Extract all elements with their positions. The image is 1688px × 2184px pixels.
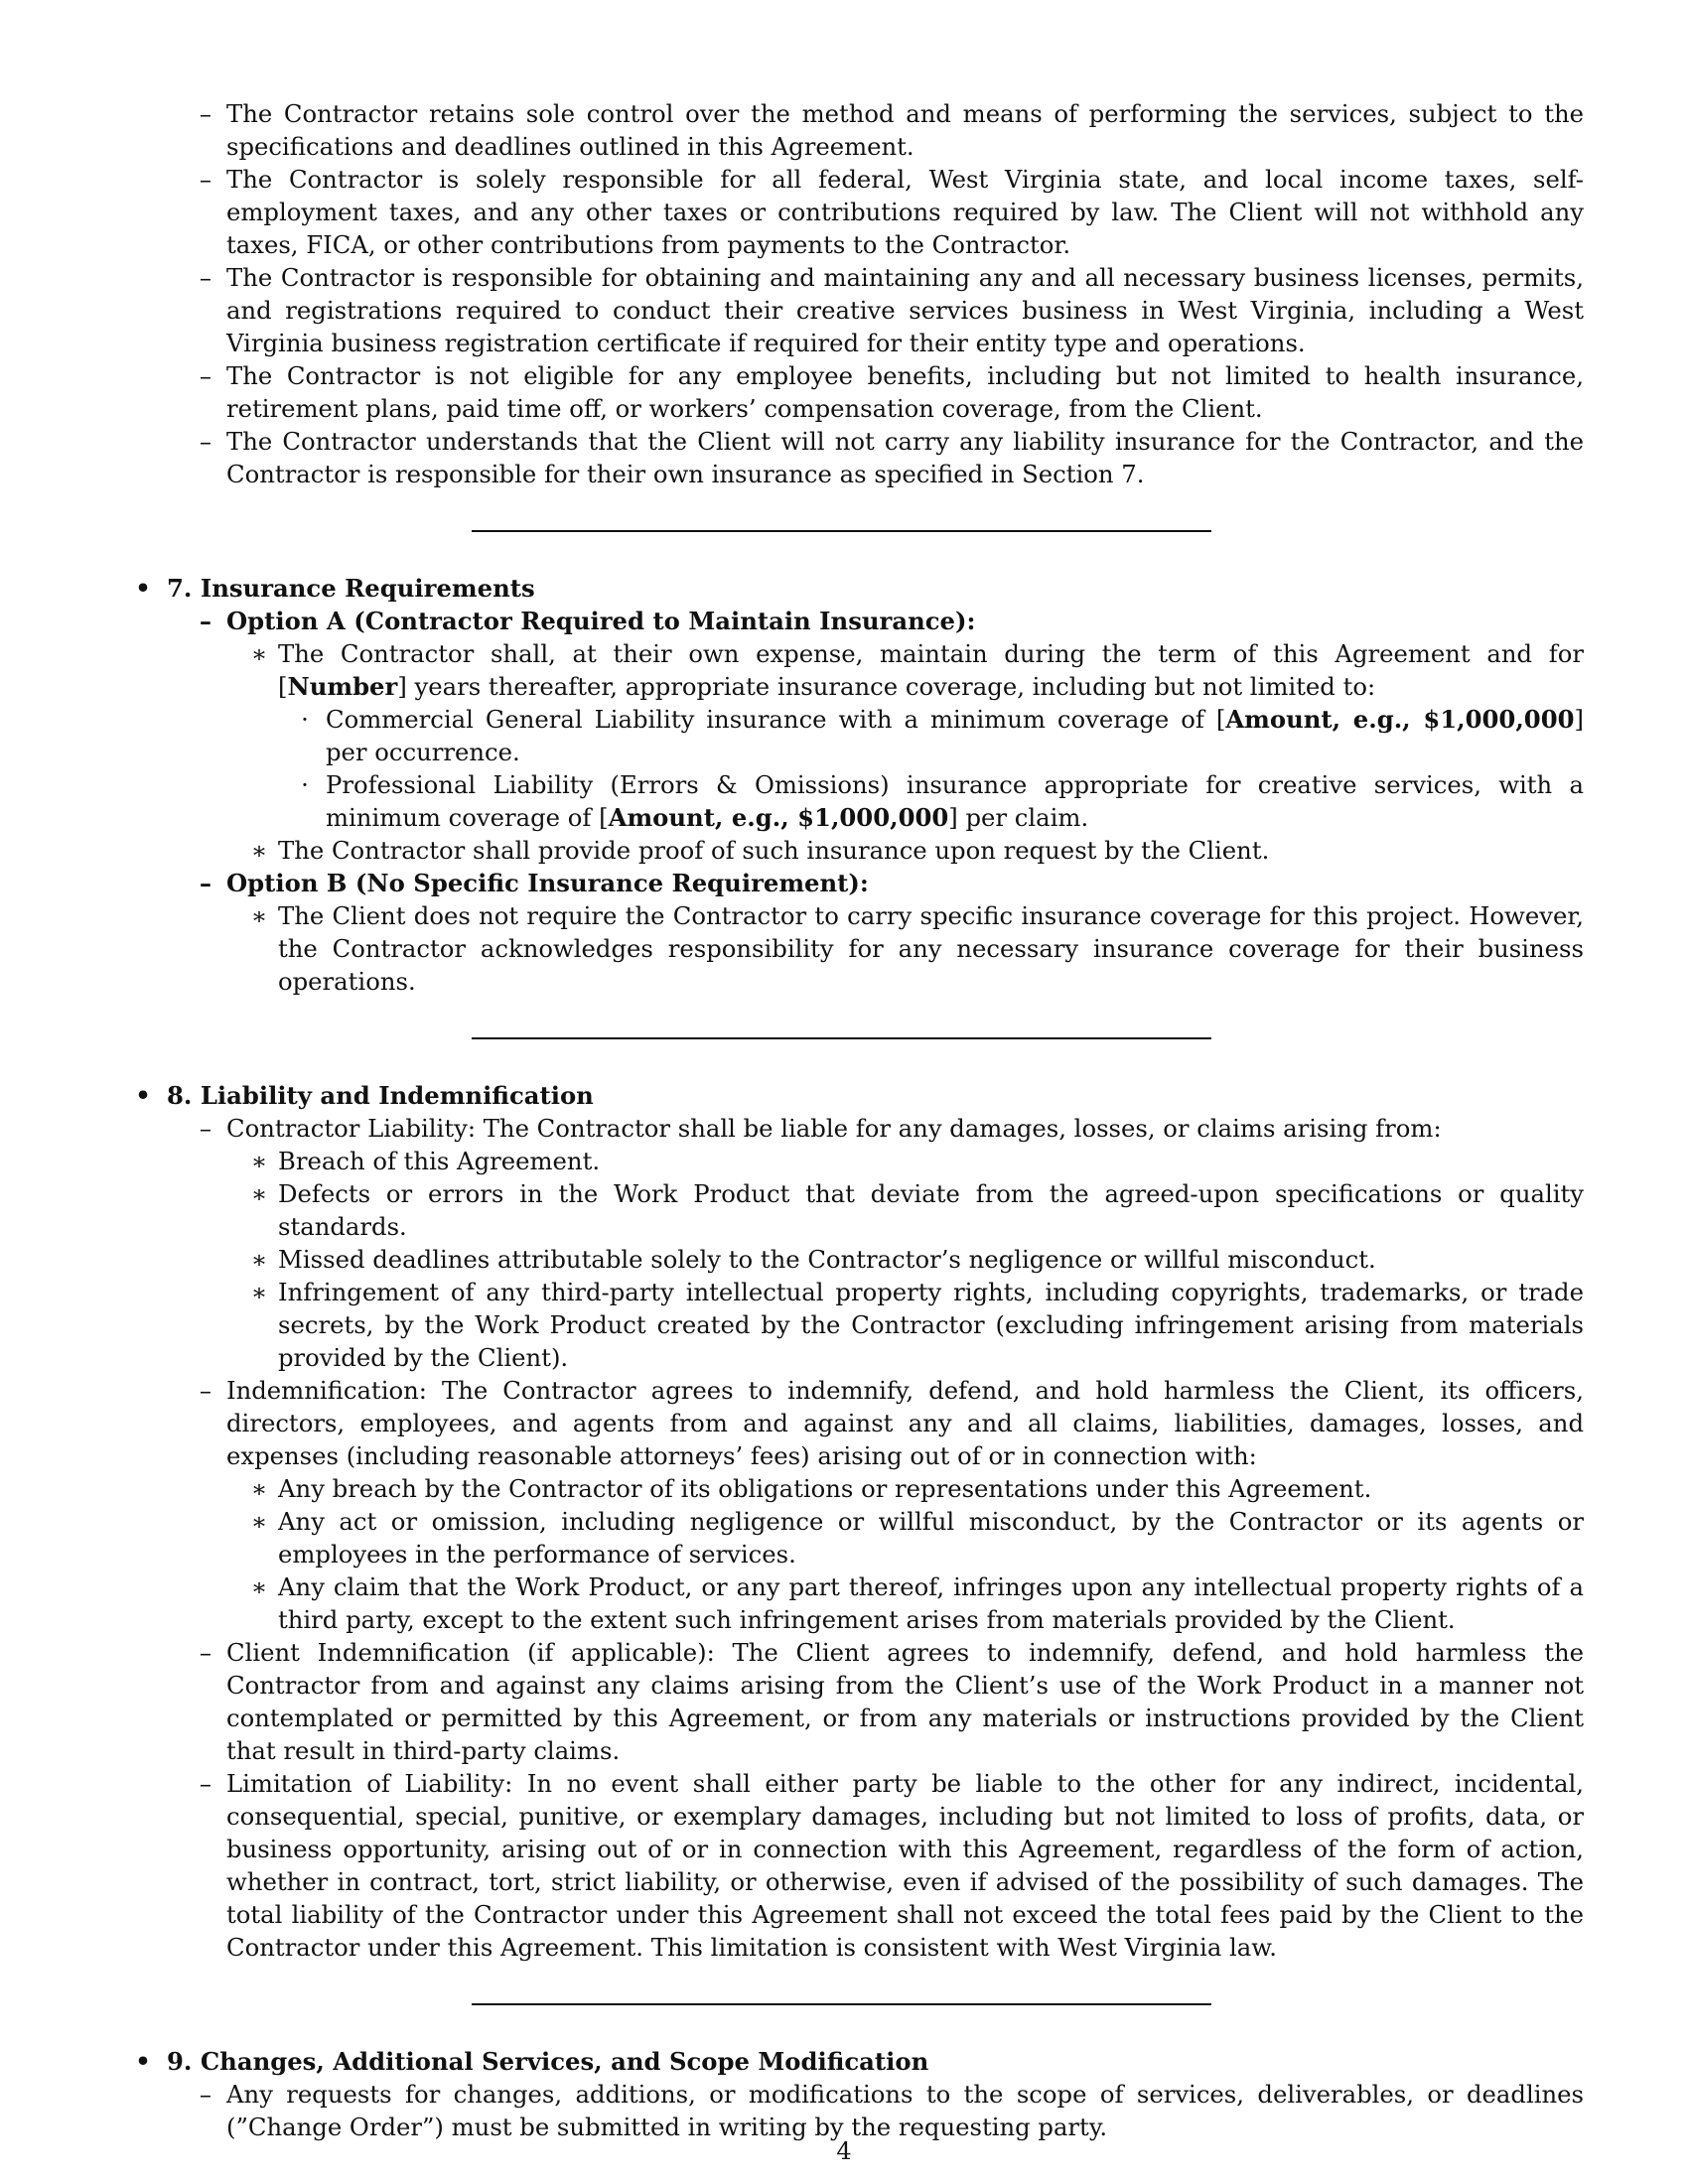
placeholder-amount: Amount, e.g., $1,000,000: [1225, 705, 1575, 734]
dash-marker: –: [199, 263, 212, 292]
list-item: [129, 425, 1584, 490]
bullet-marker: •: [135, 574, 151, 603]
list-item: [129, 1472, 1584, 1505]
dash-marker: –: [199, 1376, 212, 1405]
list-item-text: The Contractor is not eligible for any employee benefits, including but not limited to health insurance, retirement plans, paid time off, or workers’ compensation coverage, from the Client.: [226, 361, 1584, 423]
bullet-marker: •: [135, 1081, 151, 1110]
star-marker: ∗: [250, 1507, 268, 1536]
list-item: [129, 1570, 1584, 1636]
list-item-text: Any breach by the Contractor of its obligations or representations under this Agreement.: [278, 1474, 1372, 1503]
section-title: 8. Liability and Indemnification: [167, 1081, 594, 1110]
text-pre: Commercial General Liability insurance with a minimum coverage of [: [326, 705, 1226, 734]
list-item: [129, 899, 1584, 998]
list-item: [129, 1636, 1584, 1767]
star-marker: ∗: [250, 1179, 268, 1208]
star-marker: ∗: [250, 1245, 268, 1274]
placeholder-amount: Amount, e.g., $1,000,000: [608, 803, 949, 832]
list-item: [129, 97, 1584, 163]
dash-marker: –: [199, 361, 212, 390]
dot-marker: ·: [301, 705, 309, 734]
list-item-text: Any claim that the Work Product, or any part thereof, infringes upon any intellectual property rights of a third party, except to the extent such infringement arises from materials provided by the Client.: [278, 1572, 1584, 1634]
bullet-marker: •: [135, 2047, 151, 2076]
document-body: [129, 97, 1584, 2143]
list-item-text: Any requests for changes, additions, or modifications to the scope of services, deliverables, or deadlines (”Change Order”) must be submitted in writing by the requesting party.: [226, 2080, 1584, 2141]
list-item: [129, 1767, 1584, 1964]
list-item: [129, 1276, 1584, 1374]
dot-marker: ·: [301, 770, 309, 799]
list-item-text: The Contractor retains sole control over the method and means of performing the services, subject to the specifications and deadlines outlined in this Agreement.: [226, 99, 1584, 161]
list-item-text: Contractor Liability: The Contractor shall be liable for any damages, losses, or claims arising from:: [226, 1114, 1442, 1143]
star-marker: ∗: [250, 1572, 268, 1601]
section-7-heading: [129, 572, 1584, 605]
dash-marker: –: [199, 869, 212, 897]
list-item: [129, 1112, 1584, 1145]
dash-marker: –: [199, 1769, 212, 1798]
list-item-text: Client Indemnification (if applicable): The Client agrees to indemnify, defend, and hold harmless the Contractor from and against any claims arising from the Client’s use of the Work Product in a manner not contemplated or permitted by this Agreement, or from any materials or instructions provided by the Client that result in third-party claims.: [226, 1638, 1584, 1765]
list-item: [129, 1505, 1584, 1570]
section-divider: [472, 2003, 1211, 2005]
page-number: 4: [836, 2137, 852, 2165]
list-item: [129, 2078, 1584, 2143]
dash-marker: –: [199, 427, 212, 456]
list-item: [129, 703, 1584, 768]
dash-marker: –: [199, 165, 212, 194]
list-item-text: Breach of this Agreement.: [278, 1147, 601, 1175]
section-9-heading: [129, 2045, 1584, 2078]
dash-marker: –: [199, 2080, 212, 2109]
list-item-text: Indemnification: The Contractor agrees to indemnify, defend, and hold harmless the Client, its officers, directors, employees, and agents from and against any and all claims, liabilities, damages, losses, and expenses (including reasonable attorneys’ fees) arising out of or in connection with:: [226, 1376, 1584, 1470]
list-item: [129, 1374, 1584, 1472]
list-item: [129, 359, 1584, 425]
option-b-heading: [129, 867, 1584, 899]
dash-marker: –: [199, 1114, 212, 1143]
list-item-text: Limitation of Liability: In no event shall either party be liable to the other for any indirect, incidental, consequential, special, punitive, or exemplary damages, including but not limited to loss of profits, data, or business opportunity, arising out of or in connection with this Agreement, regardless of the form of action, whether in contract, tort, strict liability, or otherwise, even if advised of the possibility of such damages. The total liability of the Contractor under this Agreement shall not exceed the total fees paid by the Client to the Contractor under this Agreement. This limitation is consistent with West Virginia law.: [226, 1769, 1584, 1962]
list-item: [129, 1177, 1584, 1243]
section-divider: [472, 1037, 1211, 1039]
star-marker: ∗: [250, 639, 268, 668]
dash-marker: –: [199, 607, 212, 635]
section-8-heading: [129, 1079, 1584, 1112]
list-item-text: Infringement of any third-party intellectual property rights, including copyrights, trademarks, or trade secrets, by the Work Product created by the Contractor (excluding infringement arising from materials provided by the Client).: [278, 1278, 1584, 1372]
dash-marker: –: [199, 1638, 212, 1667]
list-item: [129, 768, 1584, 834]
list-item-text: Any act or omission, including negligence or willful misconduct, by the Contractor or its agents or employees in the performance of services.: [278, 1507, 1584, 1569]
text-post: ] per claim.: [948, 803, 1089, 832]
star-marker: ∗: [250, 836, 268, 865]
list-item-text: The Contractor shall provide proof of such insurance upon request by the Client.: [278, 836, 1270, 865]
list-item-text: Defects or errors in the Work Product that deviate from the agreed-upon specifications or quality standards.: [278, 1179, 1584, 1241]
list-item: [129, 163, 1584, 261]
text-pre: Professional Liability (Errors & Omissions) insurance appropriate for creative services, with a minimum coverage of [: [326, 770, 1584, 832]
list-item: [129, 637, 1584, 703]
star-marker: ∗: [250, 1474, 268, 1503]
text-post: ] years thereafter, appropriate insurance coverage, including but not limited to:: [397, 672, 1376, 701]
section-title: 7. Insurance Requirements: [167, 574, 535, 603]
option-a-heading: [129, 605, 1584, 637]
section-title: 9. Changes, Additional Services, and Scope Modification: [167, 2047, 929, 2076]
text-post: ] per occurrence.: [326, 705, 1584, 766]
star-marker: ∗: [250, 1147, 268, 1175]
list-item-text: The Contractor is responsible for obtaining and maintaining any and all necessary business licenses, permits, and registrations required to conduct their creative services business in West Virginia, including a West Virginia business registration certificate if required for their entity type and operations.: [226, 263, 1584, 357]
list-item-text: Missed deadlines attributable solely to the Contractor’s negligence or willful misconduct.: [278, 1245, 1376, 1274]
list-item: [129, 1145, 1584, 1177]
list-item: [129, 1243, 1584, 1276]
section-divider: [472, 530, 1211, 532]
list-item-text: The Contractor is solely responsible for all federal, West Virginia state, and local income taxes, self-employment taxes, and any other taxes or contributions required by law. The Client will not withhold any taxes, FICA, or other contributions from payments to the Contractor.: [226, 165, 1584, 259]
option-title: Option B (No Specific Insurance Requirement):: [226, 869, 869, 897]
dash-marker: –: [199, 99, 212, 128]
list-item: [129, 834, 1584, 867]
list-item-text: The Client does not require the Contractor to carry specific insurance coverage for this project. However, the Contractor acknowledges responsibility for any necessary insurance coverage for their business operations.: [278, 901, 1584, 996]
list-item: [129, 261, 1584, 359]
list-item-text: The Contractor understands that the Client will not carry any liability insurance for the Contractor, and the Contractor is responsible for their own insurance as specified in Section 7.: [226, 427, 1584, 488]
star-marker: ∗: [250, 1278, 268, 1306]
text-pre: The Contractor shall, at their own expense, maintain during the term of this Agreement and for [: [278, 639, 1584, 701]
placeholder-number: Number: [287, 672, 398, 701]
star-marker: ∗: [250, 901, 268, 930]
option-title: Option A (Contractor Required to Maintain Insurance):: [226, 607, 976, 635]
